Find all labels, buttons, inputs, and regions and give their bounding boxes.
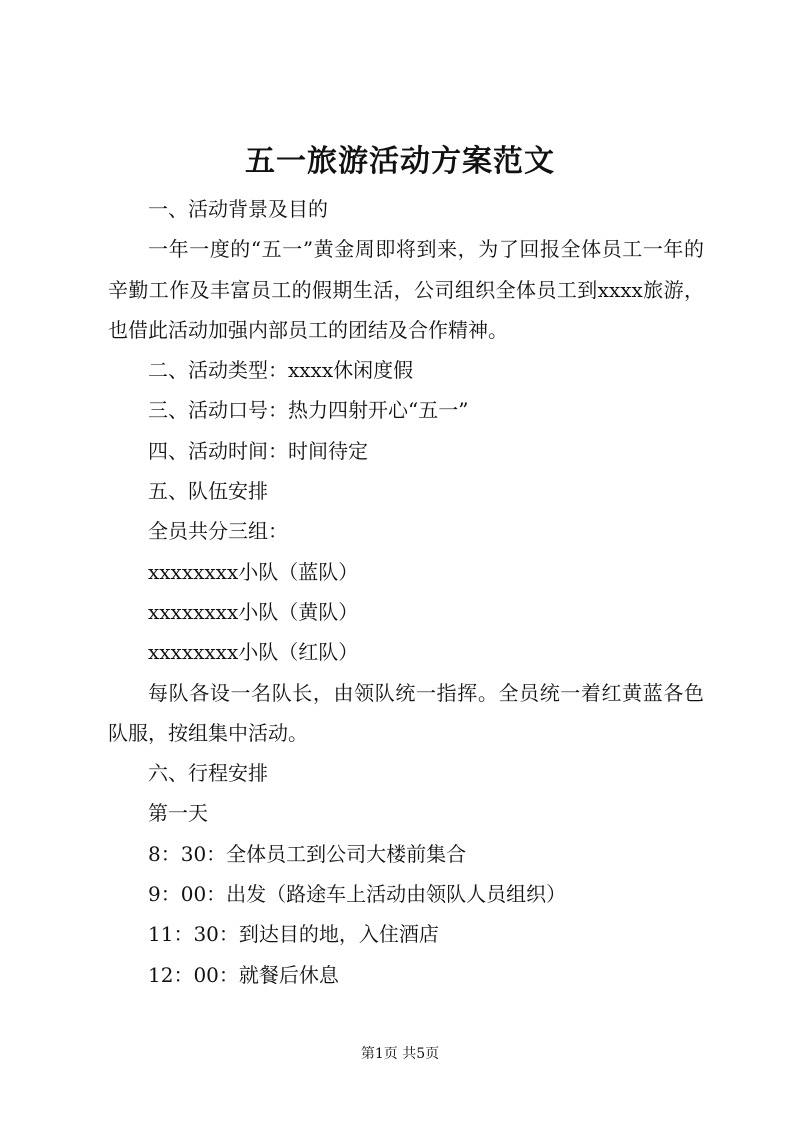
teams-intro: 全员共分三组： [148, 519, 288, 544]
section-activity-type: 二、活动类型：xxxx休闲度假 [148, 358, 414, 383]
paragraph-team-rules: 每队各设一名队长，由领队统一指挥。全员统一着红黄蓝各色队服，按组集中活动。 [108, 680, 704, 745]
section-heading-itinerary: 六、行程安排 [148, 761, 268, 786]
section-activity-time: 四、活动时间：时间待定 [148, 438, 368, 463]
schedule-item: 9：00：出发（路途车上活动由领队人员组织） [148, 882, 567, 907]
page-footer: 第1页 共5页 [360, 1046, 440, 1062]
team-blue: xxxxxxxx小队（蓝队） [148, 559, 359, 584]
schedule-item: 8：30：全体员工到公司大楼前集合 [148, 841, 467, 866]
section-activity-slogan: 三、活动口号：热力四射开心“五一” [148, 398, 469, 423]
team-red: xxxxxxxx小队（红队） [148, 640, 359, 665]
paragraph-background: 一年一度的“五一”黄金周即将到来，为了回报全体员工一年的辛勤工作及丰富员工的假期生活，公司组织全体员工到xxxx旅游，也借此活动加强内部员工的团结及合作精神。 [108, 237, 704, 342]
schedule-item: 12：00：就餐后休息 [148, 962, 339, 987]
schedule-item: 11：30：到达目的地，入住酒店 [148, 922, 439, 947]
day-heading: 第一天 [148, 801, 208, 826]
section-heading-teams: 五、队伍安排 [148, 479, 268, 504]
document-title: 五一旅游活动方案范文 [245, 144, 555, 179]
section-heading-background: 一、活动背景及目的 [148, 197, 328, 221]
document-body [108, 189, 704, 995]
team-yellow: xxxxxxxx小队（黄队） [148, 599, 359, 624]
